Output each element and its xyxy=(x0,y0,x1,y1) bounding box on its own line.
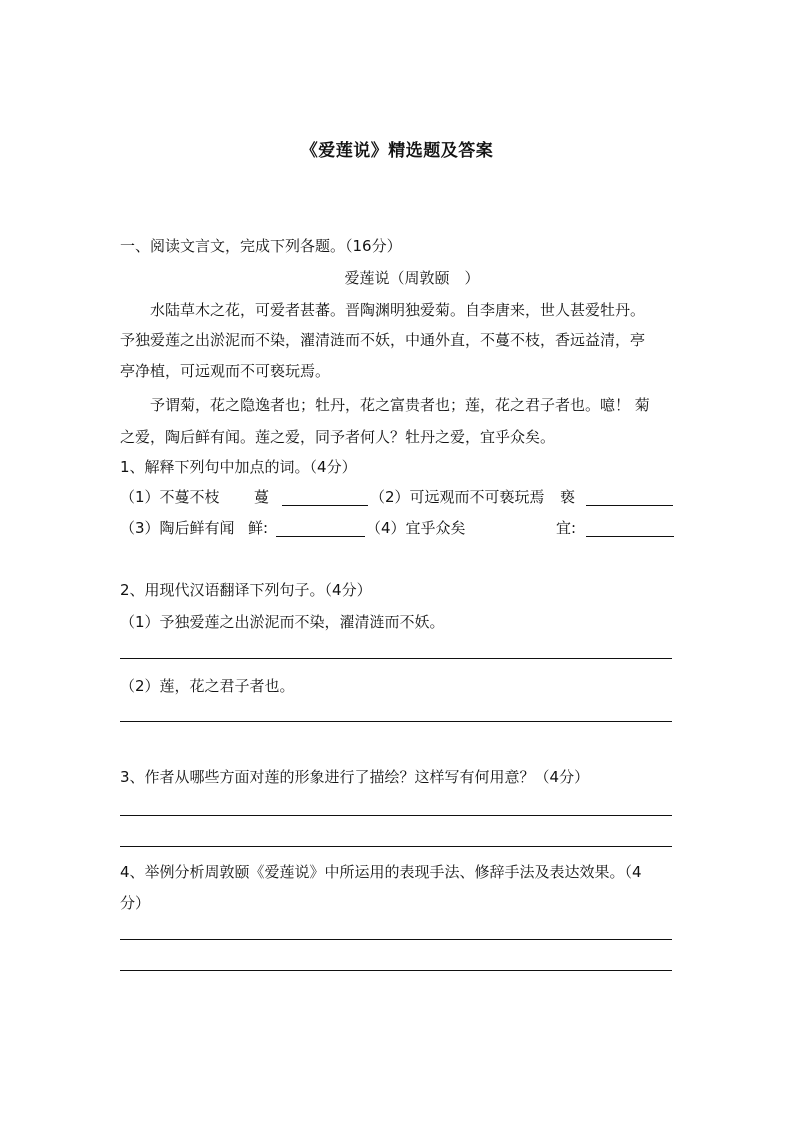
q1-item2: （2）可远观而不可亵玩焉 xyxy=(370,488,545,506)
answer-line[interactable] xyxy=(120,970,672,971)
passage-line: 之爱，陶后鲜有闻。莲之爱，同予者何人？牡丹之爱，宜乎众矣。 xyxy=(120,428,556,446)
passage-line: 亭净植，可远观而不可亵玩焉。 xyxy=(120,362,331,380)
passage-line: 水陆草木之花，可爱者甚蕃。晋陶渊明独爱菊。自李唐来，世人甚爱牡丹。 xyxy=(120,301,646,319)
q1-item4: （4）宜乎众矣 xyxy=(366,519,466,537)
answer-line[interactable] xyxy=(120,721,672,722)
q1-word3: 鲜: xyxy=(248,519,269,537)
q2-sub2: （2）莲，花之君子者也。 xyxy=(120,677,295,695)
q1-answer3-blank[interactable] xyxy=(276,522,365,537)
q1-item1: （1）不蔓不枝 xyxy=(120,488,220,506)
answer-line[interactable] xyxy=(120,815,672,816)
q1-word4: 宜: xyxy=(556,519,577,537)
answer-line[interactable] xyxy=(120,846,672,847)
answer-line[interactable] xyxy=(120,939,672,940)
q1-item3: （3）陶后鲜有闻 xyxy=(120,519,235,537)
q1-word1: 蔓 xyxy=(254,488,270,506)
q1-heading: 1、解释下列句中加点的词。（4分） xyxy=(120,458,357,476)
page-title: 《爱莲说》精选题及答案 xyxy=(300,141,494,161)
passage-line: 予独爱莲之出淤泥而不染，濯清涟而不妖，中通外直，不蔓不枝，香远益清，亭 xyxy=(120,331,646,349)
section1-heading: 一、阅读文言文，完成下列各题。（16分） xyxy=(120,237,402,255)
answer-line[interactable] xyxy=(120,658,672,659)
q1-answer2-blank[interactable] xyxy=(586,491,673,506)
q1-answer4-blank[interactable] xyxy=(586,522,674,537)
q1-answer1-blank[interactable] xyxy=(282,491,368,506)
passage-line: 予谓菊，花之隐逸者也；牡丹，花之富贵者也；莲，花之君子者也。噫！ 菊 xyxy=(120,396,650,414)
q2-heading: 2、用现代汉语翻译下列句子。（4分） xyxy=(120,581,372,599)
q4-heading-line1: 4、举例分析周敦颐《爱莲说》中所运用的表现手法、修辞手法及表达效果。（4 xyxy=(120,863,642,881)
q1-word2: 亵 xyxy=(560,488,576,506)
passage-title: 爱莲说（周敦颐 ） xyxy=(344,269,480,287)
q2-sub1: （1）予独爱莲之出淤泥而不染，濯清涟而不妖。 xyxy=(120,613,445,631)
q3-heading: 3、作者从哪些方面对莲的形象进行了描绘？这样写有何用意？（4分） xyxy=(120,768,590,786)
q4-heading-line2: 分） xyxy=(120,894,151,912)
